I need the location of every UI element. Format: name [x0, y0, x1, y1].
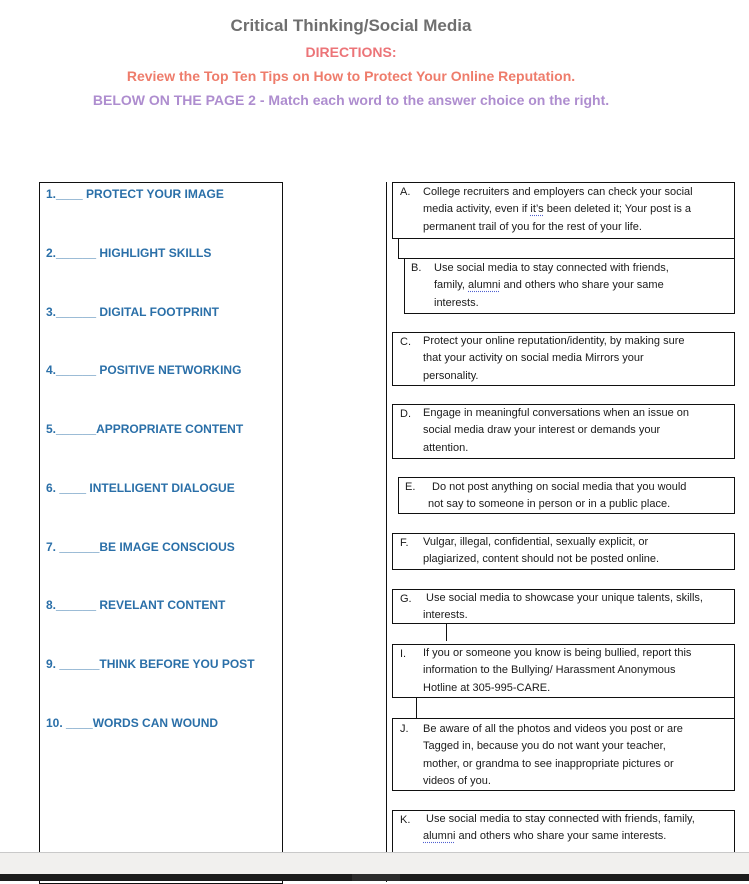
review-instruction: Review the Top Ten Tips on How to Protect Your Online Reputation.	[126, 68, 576, 84]
term-label: POSITIVE NETWORKING	[99, 363, 242, 377]
text-segment: family,	[434, 279, 469, 292]
choice-box-e	[398, 477, 735, 514]
match-instruction: BELOW ON THE PAGE 2 - Match each word to the answer choice on the right.	[92, 92, 610, 108]
answer-blank[interactable]: 4.______	[46, 363, 100, 377]
taskbar	[0, 874, 749, 881]
choice-letter: J.	[400, 723, 409, 735]
choice-text-line: College recruiters and employers can check your social	[423, 186, 693, 198]
term-label: APPROPRIATE CONTENT	[96, 422, 244, 436]
term-label: PROTECT YOUR IMAGE	[86, 187, 224, 201]
choice-letter: B.	[411, 262, 422, 274]
choice-letter: G.	[400, 593, 412, 605]
answer-blank[interactable]: 9. ______	[46, 657, 100, 671]
choice-box-d	[392, 404, 735, 459]
choice-text-line: not say to someone in person or in a public place.	[428, 498, 671, 511]
choice-text-line: interests.	[434, 296, 479, 309]
choice-text-line: attention.	[423, 441, 469, 454]
choice-text-line: videos of you.	[423, 774, 491, 787]
directions-heading: DIRECTIONS:	[305, 44, 397, 60]
empty-table-cell	[398, 238, 735, 259]
term-item-9	[46, 656, 255, 672]
term-label: THINK BEFORE YOU POST	[99, 657, 255, 671]
choice-letter: E.	[405, 481, 416, 493]
choice-text-line	[434, 277, 734, 294]
term-label: BE IMAGE CONSCIOUS	[99, 540, 235, 554]
choice-text-line: mother, or grandma to see inappropriate pictures or	[423, 757, 674, 770]
choice-text-line: information to the Bullying/ Harassment Anonymous	[423, 664, 676, 677]
choice-letter: D.	[400, 408, 411, 420]
choice-text-line: personality.	[423, 369, 479, 382]
grammar-flagged-word[interactable]: it’s	[530, 203, 544, 216]
term-label: HIGHLIGHT SKILLS	[99, 246, 212, 260]
taskbar-item[interactable]	[352, 874, 400, 881]
text-segment: and others who share your same	[500, 279, 664, 292]
choice-box-g	[392, 589, 735, 624]
answer-blank[interactable]: 8.______	[46, 598, 100, 612]
choice-text-line: interests.	[423, 609, 468, 622]
term-item-1	[46, 186, 224, 202]
answer-blank[interactable]: 7. ______	[46, 540, 100, 554]
status-bar	[0, 852, 749, 874]
choice-box-j	[392, 718, 735, 791]
choice-text-line: Protect your online reputation/identity, by making sure	[423, 335, 685, 347]
column-divider	[386, 182, 387, 882]
choice-text-line: Use social media to showcase your unique talents, skills,	[426, 592, 703, 604]
choice-text-line: permanent trail of you for the rest of your life.	[423, 220, 642, 233]
choice-box-c	[392, 332, 735, 386]
choice-letter: K.	[400, 814, 411, 826]
answer-blank[interactable]: 2.______	[46, 246, 100, 260]
term-item-6	[46, 480, 235, 496]
choice-text-line	[423, 828, 734, 845]
term-item-3	[46, 304, 219, 320]
choice-letter: I.	[400, 648, 407, 660]
term-label: INTELLIGENT DIALOGUE	[89, 481, 235, 495]
answer-blank[interactable]: 5.______	[46, 422, 97, 436]
choice-text-line: Hotline at 305-995-CARE.	[423, 681, 551, 694]
choice-text-line	[423, 201, 734, 218]
answer-blank[interactable]: 1.____	[46, 187, 87, 201]
choice-text-line: Engage in meaningful conversations when an issue on	[423, 407, 690, 419]
text-segment: and others who share your same interests.	[455, 830, 667, 843]
table-border-fragment	[446, 623, 447, 641]
answer-blank[interactable]: 3.______	[46, 305, 100, 319]
choice-text-line: Be aware of all the photos and videos you post or are	[423, 723, 683, 735]
text-segment: been deleted it; Your post is a	[543, 203, 692, 216]
term-item-2	[46, 245, 211, 261]
term-item-8	[46, 597, 225, 613]
text-segment: media activity, even if	[423, 203, 531, 216]
choice-letter: C.	[400, 336, 411, 348]
terms-panel	[39, 182, 283, 884]
choice-box-b	[404, 258, 735, 314]
term-item-7	[46, 539, 235, 555]
choice-text-line: Tagged in, because you do not want your teacher,	[423, 740, 666, 753]
choice-text-line: plagiarized, content should not be posted online.	[423, 553, 660, 566]
choice-text-line: If you or someone you know is being bullied, report this	[423, 647, 692, 659]
choice-text-line: Do not post anything on social media that you would	[432, 481, 687, 493]
page-title: Critical Thinking/Social Media	[230, 16, 472, 35]
term-label: DIGITAL FOOTPRINT	[99, 305, 219, 319]
choice-text-line: social media draw your interest or demands your	[423, 424, 661, 437]
answer-blank[interactable]: 10. ____	[46, 716, 93, 730]
choice-text-line: that your activity on social media Mirrors your	[423, 352, 644, 365]
grammar-flagged-word[interactable]: alumni	[423, 830, 456, 843]
choice-letter: A.	[400, 186, 411, 198]
term-label: REVELANT CONTENT	[99, 598, 226, 612]
term-item-10	[46, 715, 218, 731]
choice-box-a	[392, 182, 735, 239]
choice-box-f	[392, 533, 735, 570]
answer-blank[interactable]: 6. ____	[46, 481, 90, 495]
choice-letter: F.	[400, 537, 409, 549]
empty-table-cell	[416, 697, 735, 719]
choice-text-line: Vulgar, illegal, confidential, sexually explicit, or	[423, 536, 649, 548]
choice-text-line: Use social media to stay connected with friends,	[434, 262, 669, 274]
term-item-5	[46, 421, 243, 437]
term-item-4	[46, 362, 241, 378]
grammar-flagged-word[interactable]: alumni	[468, 279, 501, 292]
term-label: WORDS CAN WOUND	[92, 716, 219, 730]
choice-text-line: Use social media to stay connected with friends, family,	[426, 813, 695, 825]
choice-box-i	[392, 644, 735, 698]
